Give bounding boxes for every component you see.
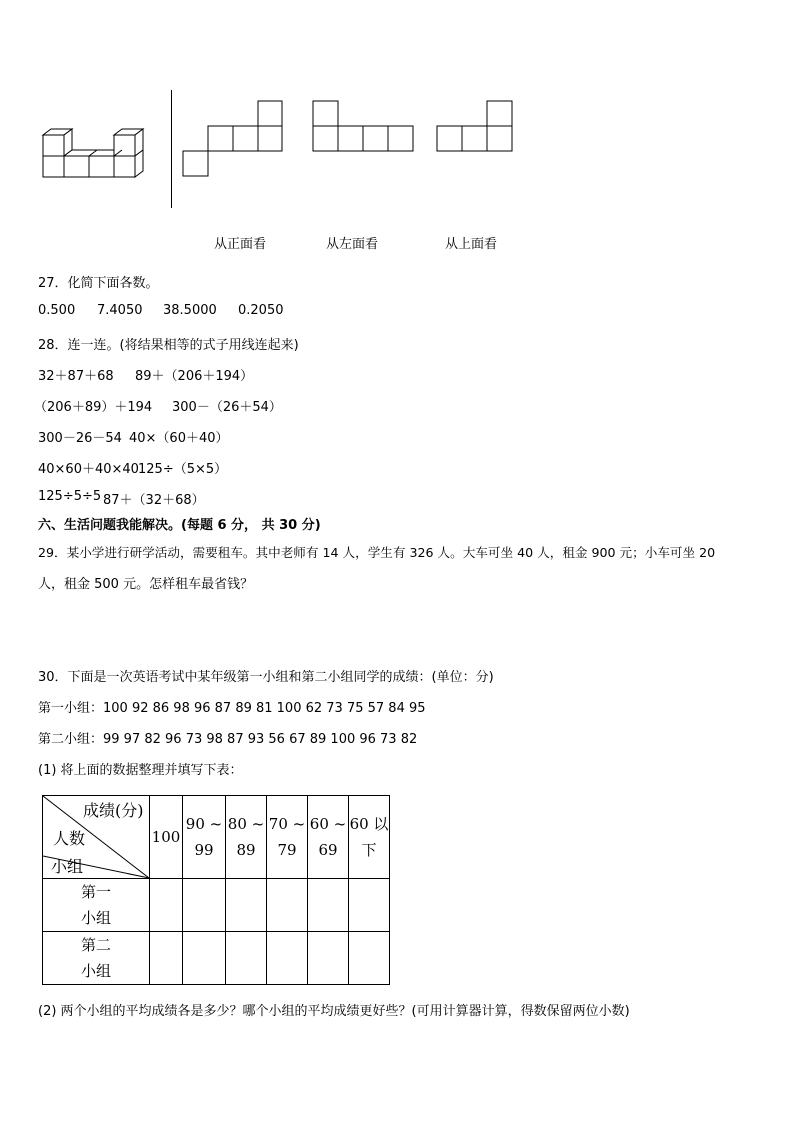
table-header-row <box>43 796 390 879</box>
q27-title: 27．化简下面各数。 <box>38 276 159 291</box>
q28-left-expression: 300－26－54 <box>38 431 122 446</box>
q28-title: 28．连一连。(将结果相等的式子用线连起来) <box>38 338 299 353</box>
q27-number: 0.2050 <box>238 303 284 318</box>
top-view-figure <box>434 98 524 158</box>
table-header-cell: 80 ~ 89 <box>226 796 267 879</box>
corner-label-count: 人数 <box>53 829 86 848</box>
table-cell[interactable] <box>349 879 390 932</box>
table-header-cell: 90 ~ 99 <box>183 796 226 879</box>
q28-right-expression: 125÷（5×5） <box>138 462 228 477</box>
q27-number: 0.500 <box>38 303 76 318</box>
q27-number: 38.5000 <box>163 303 217 318</box>
q29-text-line2: 人，租金 500 元。怎样租车最省钱？ <box>38 577 254 592</box>
q29-text-line1: 29．某小学进行研学活动，需要租车。其中老师有 14 人，学生有 326 人。大车可坐 40 人，租金 900 元；小车可坐 20 <box>38 545 716 560</box>
q30-group2-scores: 第二小组：99 97 82 96 73 98 87 93 56 67 89 100 96 73 82 <box>38 732 418 747</box>
q28-right-expression: 87＋（32＋68） <box>103 493 205 508</box>
table-cell[interactable] <box>226 879 267 932</box>
q30-part2: (2) 两个小组的平均成绩各是多少？哪个小组的平均成绩更好些？(可用计算器计算，得数保留两位小数) <box>38 1004 630 1019</box>
view-label-left: 从左面看 <box>326 237 379 252</box>
q30-title: 30．下面是一次英语考试中某年级第一小组和第二小组同学的成绩：(单位：分) <box>38 670 494 685</box>
q28-left-expression: 32＋87＋68 <box>38 369 114 384</box>
table-header-cell: 70 ~ 79 <box>267 796 308 879</box>
row-label-group2: 第二 小组 <box>43 932 150 985</box>
table-header-cell: 100 <box>150 796 183 879</box>
table-cell[interactable] <box>183 932 226 985</box>
section-heading: 六、生活问题我能解决。(每题 6 分， 共 30 分) <box>38 518 321 533</box>
row-label-group1: 第一 小组 <box>43 879 150 932</box>
table-corner-cell <box>43 796 150 879</box>
q30-part1: (1) 将上面的数据整理并填写下表： <box>38 763 243 778</box>
left-view-figure <box>310 98 420 158</box>
corner-label-score: 成绩(分) <box>83 801 144 820</box>
view-label-front: 从正面看 <box>214 237 267 252</box>
q28-right-expression: 89＋（206＋194） <box>135 369 254 384</box>
table-cell[interactable] <box>150 879 183 932</box>
q28-left-expression: 40×60＋40×40 <box>38 462 139 477</box>
front-view-figure <box>180 98 290 178</box>
table-cell[interactable] <box>349 932 390 985</box>
figure-divider <box>171 90 172 208</box>
table-row <box>43 932 390 985</box>
table-cell[interactable] <box>226 932 267 985</box>
q28-left-expression: （206＋89）＋194 <box>34 400 153 415</box>
table-header-cell: 60 ~ 69 <box>308 796 349 879</box>
table-cell[interactable] <box>183 879 226 932</box>
cube-solid-figure <box>40 126 160 186</box>
table-cell[interactable] <box>150 932 183 985</box>
q30-group1-scores: 第一小组：100 92 86 98 96 87 89 81 100 62 73 75 57 84 95 <box>38 701 426 716</box>
table-row <box>43 879 390 932</box>
table-cell[interactable] <box>308 932 349 985</box>
table-cell[interactable] <box>308 879 349 932</box>
q28-right-expression: 300－（26＋54） <box>172 400 282 415</box>
corner-label-group: 小组 <box>51 857 84 876</box>
table-cell[interactable] <box>267 879 308 932</box>
q28-right-expression: 40×（60＋40） <box>129 431 229 446</box>
score-table <box>42 795 390 985</box>
view-label-top: 从上面看 <box>445 237 498 252</box>
q28-left-expression: 125÷5÷5 <box>38 489 102 504</box>
q27-number: 7.4050 <box>97 303 143 318</box>
table-header-cell: 60 以 下 <box>349 796 390 879</box>
table-cell[interactable] <box>267 932 308 985</box>
